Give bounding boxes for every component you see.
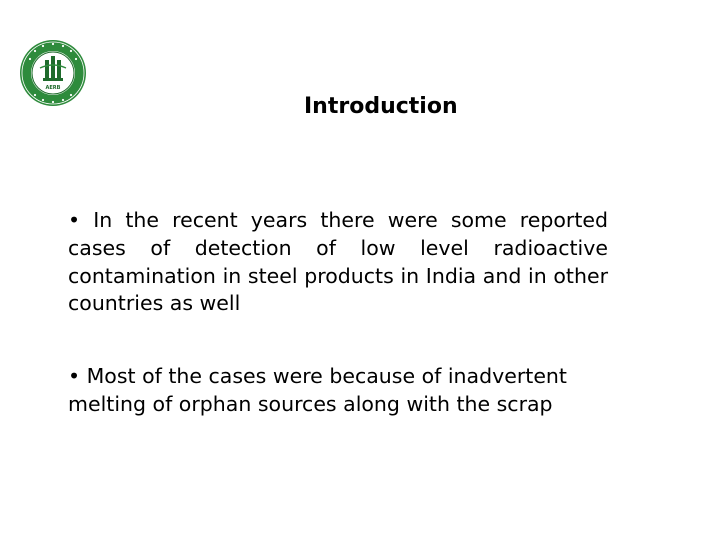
emblem-icon	[18, 38, 88, 108]
bullet-item: • Most of the cases were because of inadvertent melting of orphan sources along with the scrap	[68, 364, 567, 416]
slide-title: Introduction	[304, 94, 458, 119]
bullet-item: • In the recent years there were some reported cases of detection of low level radioactive contamination in steel products in India and in other countries as well	[68, 208, 608, 316]
organization-logo	[18, 38, 88, 108]
svg-text:AERB: AERB	[45, 85, 61, 91]
bullet-list	[68, 207, 608, 419]
